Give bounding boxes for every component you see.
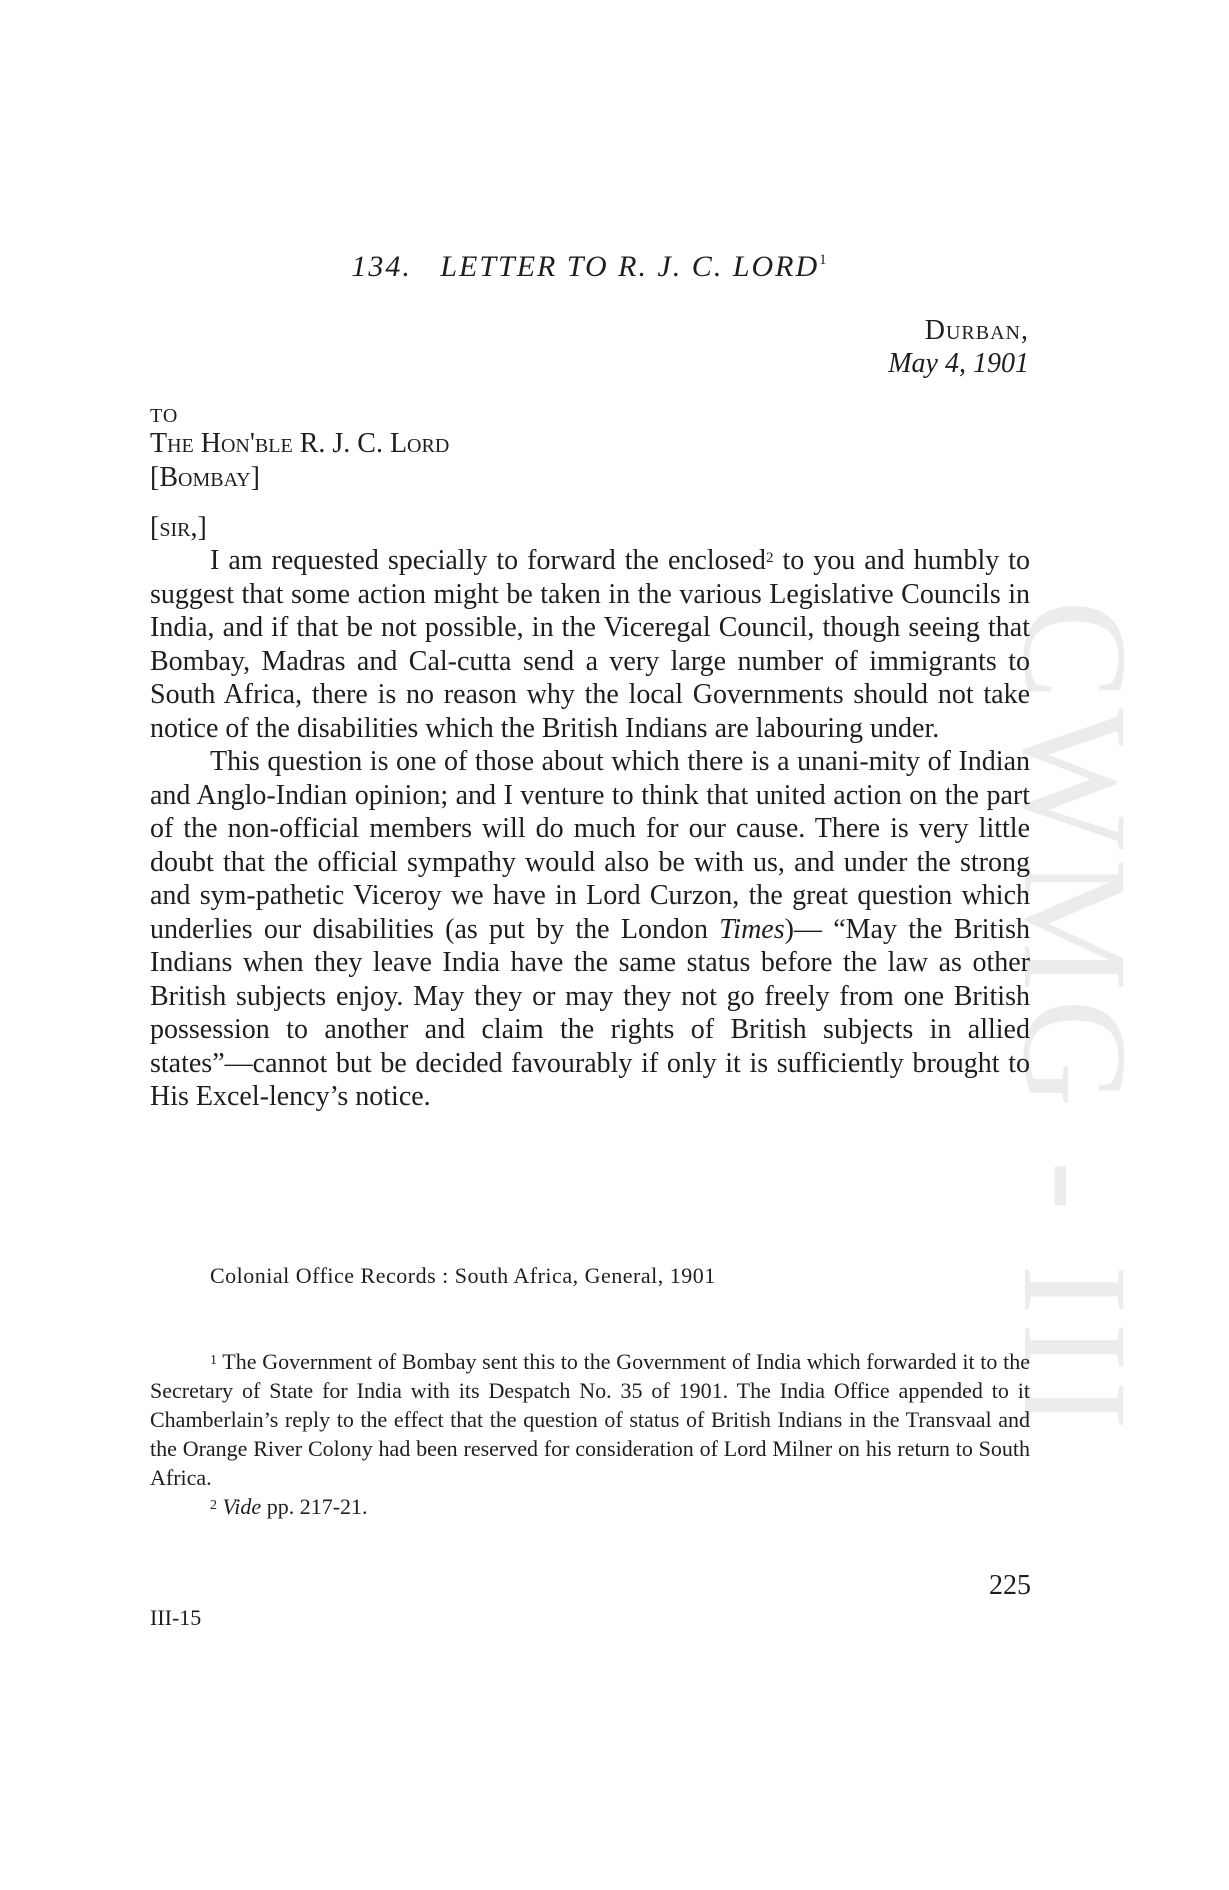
source-citation: Colonial Office Records : South Africa, General, 1901 [210, 1263, 716, 1288]
address-to: TO [150, 405, 179, 427]
body-paragraph-1-text-a: I am requested specially to forward the enclosed [210, 545, 766, 576]
letter-body [150, 544, 1030, 1114]
body-paragraph-2-text-b: )— “May the British Indians when they leave India have the same status before the law as other British subjects enjoy. May they or may they not go freely from one British possession to another and claim the rights of British subjects in allied states”—cannot but be decided favourably if only it is sufficiently brought to His Excel-lency’s notice. [150, 913, 1030, 1112]
footnote-2-vide: Vide [222, 1494, 262, 1519]
footnote-2 [150, 1492, 1030, 1521]
letter-title-text: LETTER TO R. J. C. LORD [440, 250, 820, 283]
footnote-1-text: The Government of Bombay sent this to the Government of India which forwarded it to the Secretary of State for India with its Despatch No. 35 of 1901. The India Office appended to it Chamberlain’s reply to the effect that the question of status of British Indians in the Transvaal and the Orange River Colony had been reserved for consideration of Lord Milner on his return to South Africa. [150, 1349, 1030, 1490]
watermark: CWMG - III [992, 600, 1158, 1439]
letter-number: 134. [351, 250, 412, 283]
volume-reference: III-15 [150, 1605, 202, 1630]
address-location: [Bombay] [150, 462, 260, 493]
footnote-1 [150, 1347, 1030, 1492]
letter-title [150, 250, 1030, 284]
dateline-date: May 4, 1901 [888, 348, 1029, 379]
body-footnote-mark-2: 2 [765, 550, 774, 566]
body-paragraph-1 [150, 544, 1030, 745]
times-italic: Times [719, 913, 785, 945]
body-paragraph-1-text-b: to you and humbly to suggest that some action might be taken in the various Legislative Councils in India, and if that be not possible, in the Viceregal Council, though seeing that Bombay, Madras and Cal-cutta send a very large number of immigrants to South Africa, there is no reason why the local Governments should not take notice of the disabilities which the British Indians are labouring under. [150, 545, 1031, 744]
title-footnote-mark: 1 [819, 252, 829, 268]
footnote-1-mark: 1 [210, 1353, 217, 1368]
body-paragraph-2-text-a: This question is one of those about which there is a unani-mity of Indian and Anglo-Indian opinion; and I venture to think that united action on the part of the non-official members will do much for our cause. There is very little doubt that the official sympathy would also be with us, and under the strong and sym-pathetic Viceroy we have in Lord Curzon, the great question which underlies our disabilities (as put by the London [150, 746, 1030, 945]
dateline-place: Durban, [924, 315, 1029, 346]
salutation: [sir,] [150, 512, 207, 543]
body-paragraph-2 [150, 745, 1030, 1114]
footnote-2-mark: 2 [210, 1498, 217, 1513]
page-number: 225 [989, 1570, 1031, 1601]
footnote-2-text: pp. 217-21. [261, 1494, 368, 1519]
footnotes [150, 1347, 1030, 1521]
address-recipient: The Hon'ble R. J. C. Lord [150, 428, 450, 459]
